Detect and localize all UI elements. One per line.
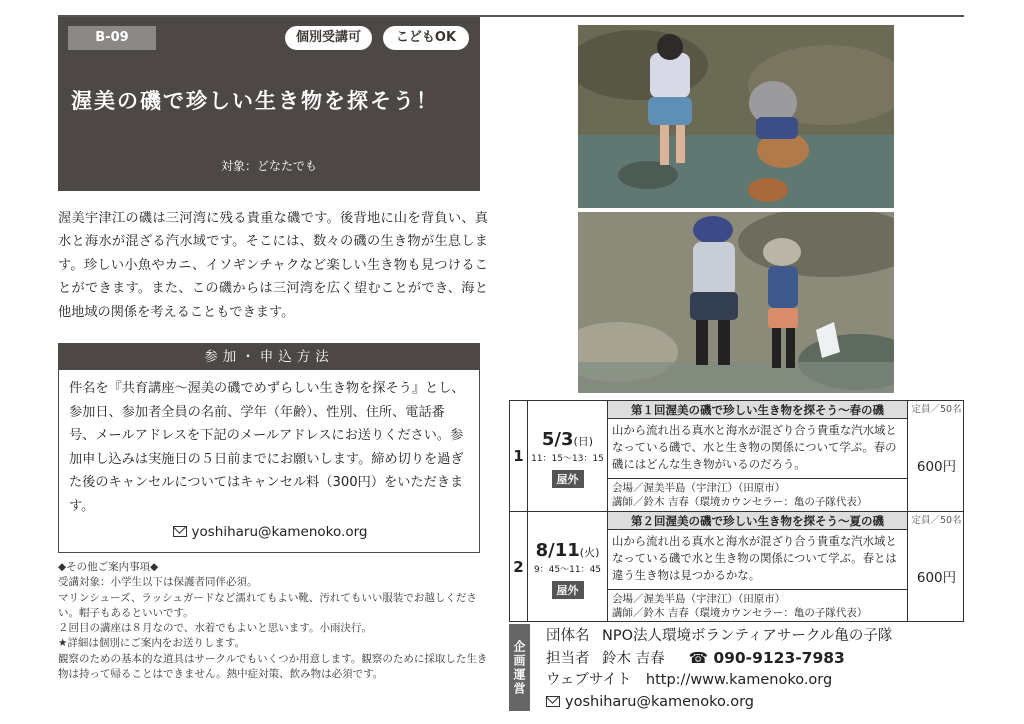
- session-date: 8/11: [535, 540, 580, 561]
- application-email-row: [59, 524, 481, 540]
- session-time: 9：45～11：45: [533, 565, 602, 575]
- notes-line: ★詳細は個別にご案内をお送りします。: [58, 637, 246, 650]
- schedule-row: [510, 511, 963, 621]
- organizer-contact-row: [546, 648, 966, 671]
- org-label: 団体名: [546, 628, 590, 644]
- session-lecturer: 講師／鈴木 吉春（環境カウンセラー：亀の子隊代表）: [612, 496, 868, 508]
- organizer-email[interactable]: yoshiharu@kamenoko.org: [565, 693, 754, 710]
- session-price: 600円: [916, 570, 957, 586]
- organizer-info: [546, 626, 966, 713]
- session-capacity: 定員／50名: [911, 404, 962, 415]
- session-weekday: (日): [573, 435, 594, 448]
- session-title: 第２回渥美の磯で珍しい生き物を探そう～夏の磯: [608, 512, 908, 530]
- session-description: 山から流れ出る真水と海水が混ざり合う貴重な汽水域となっている磯で水と生き物の関係について学ぶ。春とは違う生き物は見つかるかな。: [608, 530, 908, 590]
- session-price: 600円: [916, 459, 957, 475]
- notes: [58, 560, 488, 682]
- photo-parent-child-rocks: [578, 212, 894, 393]
- session-venue-cell: [608, 479, 908, 511]
- session-weekday: (火): [579, 546, 600, 559]
- mail-icon: [173, 526, 187, 537]
- application-box: [58, 343, 480, 553]
- notes-header: ◆その他ご案内事項◆: [58, 561, 159, 573]
- session-date-cell: [528, 401, 608, 511]
- organizer-tag: 企画運営: [509, 624, 530, 711]
- course-code: B-09: [68, 26, 156, 50]
- schedule-table: [509, 400, 964, 622]
- session-date-cell: [528, 512, 608, 621]
- session-time: 11：15～13：15: [531, 454, 604, 464]
- photo-children-tidepool: [578, 25, 894, 208]
- contact-name: 鈴木 吉春: [602, 650, 665, 667]
- session-date-line: [528, 540, 607, 561]
- session-venue-cell: [608, 590, 908, 622]
- organizer-email-row: [546, 692, 966, 714]
- mail-icon: [546, 696, 560, 707]
- schedule-row: [510, 401, 963, 511]
- notes-line: 受講対象：小学生以下は保護者同伴必須。: [58, 576, 258, 589]
- session-number: 2: [510, 512, 528, 621]
- badge-individual: 個別受講可: [285, 26, 372, 50]
- session-venue: 会場／渥美半島（宇津江）（田原市）: [612, 593, 786, 605]
- outdoor-badge: 屋外: [552, 470, 584, 488]
- session-number: 1: [510, 401, 528, 511]
- web-url[interactable]: http://www.kamenoko.org: [645, 672, 833, 688]
- course-header: [58, 17, 480, 191]
- notes-line: 観察のための基本的な道具はサークルでもいくつか用意します。観察のために採取した生き物は持って帰ることはできません。熱中症対策、飲み物は必須です。: [58, 652, 488, 681]
- session-date-line: [528, 429, 607, 450]
- target-audience: 対象：どなたでも: [220, 159, 317, 173]
- session-date: 5/3: [541, 429, 574, 450]
- intro-text: 渥美宇津江の磯は三河湾に残る貴重な磯です。後背地に山を背負い、真水と海水が混ざる汽水域です。そこには、数々の磯の生き物が生息します。珍しい小魚やカニ、イソギンチャクなど楽しい生き物も見つけることができます。また、この磯からは三河湾を広く望むことができ、海と他地域の関係を考えることもできます。: [58, 211, 488, 320]
- session-venue: 会場／渥美半島（宇津江）（田原市）: [612, 482, 786, 494]
- badge-kids-ok: こどもOK: [383, 26, 469, 50]
- session-title: 第１回渥美の磯で珍しい生き物を探そう～春の磯: [608, 401, 908, 419]
- contact-label: 担当者: [546, 650, 590, 667]
- outdoor-badge: 屋外: [552, 581, 584, 599]
- application-heading: 参加・申込方法: [59, 344, 479, 370]
- application-body: 件名を『共育講座～渥美の磯でめずらしい生き物を探そう』とし、参加日、参加者全員の名前、学年（年齢）、性別、住所、電話番号、メールアドレスを下記のメールアドレスにお送りください。参加申し込みは実施日の５日前までにお願いします。締め切りを過ぎた後のキャンセルについてはキャンセル料（300円）をいただきます。: [69, 381, 465, 514]
- application-email[interactable]: yoshiharu@kamenoko.org: [191, 524, 368, 540]
- organizer-name-row: [546, 626, 966, 648]
- phone-number[interactable]: ☎ 090-9123-7983: [688, 648, 845, 667]
- notes-line: マリンシューズ、ラッシュガードなど濡れてもよい靴、汚れてもいい服装でお越しください。帽子もあるといいです。: [58, 591, 477, 619]
- organizer-web-row: [546, 670, 966, 692]
- notes-line: ２回目の講座は８月なので、水着でもよいと思います。小雨決行。: [58, 622, 372, 635]
- web-label: ウェブサイト: [546, 672, 632, 688]
- session-lecturer: 講師／鈴木 吉春（環境カウンセラー：亀の子隊代表）: [612, 607, 868, 619]
- org-name: NPO法人環境ボランティアサークル亀の子隊: [602, 628, 893, 644]
- session-capacity: 定員／50名: [911, 515, 962, 526]
- course-title: 渥美の磯で珍しい生き物を探そう！: [71, 89, 439, 113]
- session-description: 山から流れ出る真水と海水が混ざり合う貴重な汽水域となっている磯で、水と生き物の関係について学ぶ。春の磯にはどんな生き物がいるのだろう。: [608, 419, 908, 479]
